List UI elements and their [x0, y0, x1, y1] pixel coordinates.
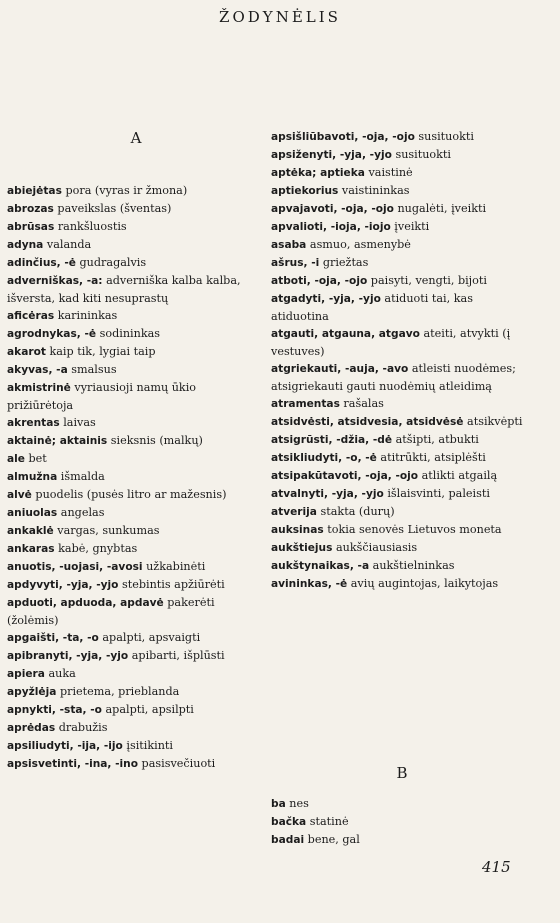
entry-definition: vyriausioji namų ūkio prižiūrėtoja	[7, 381, 197, 413]
dictionary-entry	[271, 360, 533, 395]
entry-headword: badai	[271, 834, 305, 846]
entry-definition: statinė	[306, 815, 349, 828]
dictionary-entry	[7, 218, 265, 236]
entry-definition: nes	[285, 797, 309, 810]
dictionary-entry	[7, 719, 265, 737]
dictionary-entry	[271, 813, 533, 831]
entry-definition: rašalas	[339, 397, 384, 410]
dictionary-entry	[7, 486, 265, 504]
entry-headword: abrozas	[7, 203, 54, 215]
dictionary-entry	[271, 485, 533, 503]
dictionary-entry	[7, 307, 265, 325]
entry-headword: anuotis, -uojasi, -avosi	[7, 561, 143, 573]
entry-definition: išmalda	[57, 470, 105, 483]
entry-headword: atsigrūsti, -džia, -dė	[271, 434, 393, 446]
entry-headword: asaba	[271, 239, 307, 251]
entry-definition: paisyti, vengti, bijoti	[367, 274, 487, 287]
entry-definition: prietema, prieblanda	[56, 685, 180, 698]
entry-definition: įveikti	[390, 220, 430, 233]
entry-headword: aukštynaikas, -a	[271, 560, 370, 572]
dictionary-entry	[271, 200, 533, 218]
entry-headword: apsiženyti, -yja, -yjo	[271, 149, 392, 161]
dictionary-entry	[271, 467, 533, 485]
dictionary-entry	[7, 558, 265, 576]
entry-headword: aniuolas	[7, 507, 58, 519]
dictionary-entry	[271, 521, 533, 539]
section-letter-a: A	[130, 129, 142, 147]
dictionary-entry	[7, 325, 265, 343]
entry-definition: griežtas	[319, 256, 369, 269]
entry-definition: apalpti, apsvaigti	[98, 631, 201, 644]
entry-definition: drabužis	[55, 721, 108, 734]
dictionary-entry	[271, 395, 533, 413]
entry-definition: angelas	[57, 506, 105, 519]
dictionary-entry	[271, 503, 533, 521]
dictionary-entry	[7, 432, 265, 450]
dictionary-entry	[271, 831, 533, 849]
entry-definition: tokia senovės Lietuvos moneta	[323, 523, 502, 536]
dictionary-entry	[271, 164, 533, 182]
entry-headword: ankaras	[7, 543, 55, 555]
entry-headword: atgauti, atgauna, atgavo	[271, 328, 420, 340]
entry-headword: atgadyti, -yja, -yjo	[271, 293, 381, 305]
entry-definition: stakta (durų)	[316, 505, 395, 518]
dictionary-entry	[271, 290, 533, 325]
entry-headword: avininkas, -ė	[271, 578, 348, 590]
entry-definition: atsikvėpti	[463, 415, 523, 428]
entry-headword: aficėras	[7, 310, 55, 322]
entry-headword: apduoti, apduoda, apdavė	[7, 597, 164, 609]
entry-headword: aptiekorius	[271, 185, 339, 197]
entry-headword: aprėdas	[7, 722, 56, 734]
entry-definition: ateiti, atvykti (į vestuves)	[271, 327, 511, 359]
entry-headword: akyvas, -a	[7, 364, 68, 376]
entry-definition: vaistinė	[364, 166, 413, 179]
dictionary-entry	[271, 557, 533, 575]
entry-headword: adverniškas, -a:	[7, 275, 103, 287]
dictionary-entry	[7, 200, 265, 218]
entry-definition: karininkas	[54, 309, 118, 322]
entry-definition: puodelis (pusės litro ar mažesnis)	[31, 488, 227, 501]
entry-definition: sodininkas	[96, 327, 161, 340]
dictionary-entry	[7, 343, 265, 361]
dictionary-entry	[271, 795, 533, 813]
dictionary-entry	[271, 575, 533, 593]
dictionary-entry	[7, 236, 265, 254]
dictionary-entry	[7, 450, 265, 468]
entry-headword: abiejėtas	[7, 185, 62, 197]
entry-definition: paveikslas (šventas)	[53, 202, 172, 215]
entry-definition: vargas, sunkumas	[53, 524, 160, 537]
entry-headword: aukštiejus	[271, 542, 333, 554]
dictionary-entry	[271, 182, 533, 200]
entry-headword: akrentas	[7, 417, 60, 429]
entry-definition: užkabinėti	[142, 560, 206, 573]
dictionary-entry	[271, 128, 533, 146]
dictionary-entry	[7, 540, 265, 558]
dictionary-entry	[271, 449, 533, 467]
entry-definition: bet	[24, 452, 47, 465]
dictionary-entry	[271, 325, 533, 360]
entry-definition: gudragalvis	[75, 256, 147, 269]
dictionary-entry	[7, 576, 265, 594]
page-header: ŽODYNĖLIS	[219, 8, 341, 26]
entry-definition: nugalėti, įveikti	[393, 202, 487, 215]
entry-headword: atsidvėsti, atsidvesia, atsidvėsė	[271, 416, 464, 428]
entry-definition: laivas	[59, 416, 96, 429]
entry-headword: atgriekauti, -auja, -avo	[271, 363, 409, 375]
entry-definition: kabė, gnybtas	[54, 542, 138, 555]
entry-definition: sieksnis (malkų)	[107, 434, 203, 447]
dictionary-entry	[271, 272, 533, 290]
entry-headword: apsiliudyti, -ija, -ijo	[7, 740, 123, 752]
entry-headword: atvalnyti, -yja, -yjo	[271, 488, 384, 500]
entry-definition: asmuo, asmenybė	[306, 238, 411, 251]
entry-definition: stebintis apžiūrėti	[118, 578, 225, 591]
entry-headword: abrūsas	[7, 221, 55, 233]
entry-headword: apgaišti, -ta, -o	[7, 632, 99, 644]
dictionary-entry	[7, 468, 265, 486]
entry-headword: akarot	[7, 346, 46, 358]
entry-definition: auka	[44, 667, 76, 680]
entry-definition: pakerėti (žolėmis)	[7, 596, 215, 628]
entry-headword: apvajavoti, -oja, -ojo	[271, 203, 394, 215]
entry-definition: vaistininkas	[338, 184, 410, 197]
entry-definition: valanda	[43, 238, 92, 251]
entry-definition: smalsus	[67, 363, 117, 376]
entry-definition: kaip tik, lygiai taip	[45, 345, 156, 358]
dictionary-entry	[271, 431, 533, 449]
entry-definition: avių augintojas, laikytojas	[347, 577, 499, 590]
entry-definition: pasisvečiuoti	[138, 757, 216, 770]
entry-headword: auksinas	[271, 524, 324, 536]
entry-headword: apdyvyti, -yja, -yjo	[7, 579, 119, 591]
entry-headword: ba	[271, 798, 286, 810]
entry-definition: išlaisvinti, paleisti	[383, 487, 490, 500]
entry-headword: atramentas	[271, 398, 340, 410]
dictionary-entry	[7, 683, 265, 701]
dictionary-entry	[271, 254, 533, 272]
entry-definition: adverniška kalba kalba, išversta, kad kiti nesuprastų	[7, 274, 241, 306]
entry-headword: atsipakūtavoti, -oja, -ojo	[271, 470, 419, 482]
entry-headword: almužna	[7, 471, 58, 483]
dictionary-entry	[7, 504, 265, 522]
dictionary-entry	[271, 218, 533, 236]
entry-definition: apalpti, apsilpti	[101, 703, 194, 716]
entry-definition: atlikti atgailą	[418, 469, 498, 482]
dictionary-entry	[271, 539, 533, 557]
dictionary-entry	[7, 379, 265, 414]
dictionary-entry	[7, 665, 265, 683]
entry-headword: aktainė; aktainis	[7, 435, 108, 447]
entry-headword: akmistrinė	[7, 382, 71, 394]
entry-definition: pora (vyras ir žmona)	[61, 184, 188, 197]
dictionary-entry	[7, 594, 265, 629]
entry-definition: atleisti nuodėmes; atsigriekauti gauti nuodėmių atleidimą	[271, 362, 516, 394]
entry-headword: apyžlėja	[7, 686, 57, 698]
entry-headword: apsisvetinti, -ina, -ino	[7, 758, 138, 770]
entry-headword: ašrus, -i	[271, 257, 320, 269]
dictionary-entry	[7, 737, 265, 755]
entry-headword: apibranyti, -yja, -yjo	[7, 650, 129, 662]
entry-definition: susituokti	[414, 130, 474, 143]
entry-headword: atsikliudyti, -o, -ė	[271, 452, 377, 464]
entry-definition: atitrūkti, atsiplėšti	[376, 451, 486, 464]
entry-definition: atiduoti tai, kas atiduotina	[271, 292, 473, 324]
entry-definition: aukštielninkas	[369, 559, 455, 572]
dictionary-entry	[7, 182, 265, 200]
dictionary-entry	[7, 254, 265, 272]
dictionary-entry	[7, 414, 265, 432]
dictionary-entry	[271, 236, 533, 254]
entry-headword: apnykti, -sta, -o	[7, 704, 102, 716]
entry-definition: apibarti, išplūsti	[128, 649, 225, 662]
dictionary-entry	[271, 413, 533, 431]
entry-definition: rankšluostis	[54, 220, 127, 233]
dictionary-entry	[7, 522, 265, 540]
entry-definition: aukščiausiasis	[332, 541, 418, 554]
entry-headword: ankaklė	[7, 525, 54, 537]
dictionary-entry	[7, 629, 265, 647]
entry-headword: apvalioti, -ioja, -iojo	[271, 221, 391, 233]
dictionary-entry	[7, 361, 265, 379]
entry-headword: alvė	[7, 489, 32, 501]
dictionary-entry	[7, 755, 265, 773]
entry-headword: bačka	[271, 816, 307, 828]
entry-headword: atboti, -oja, -ojo	[271, 275, 368, 287]
entry-headword: adinčius, -ė	[7, 257, 76, 269]
entry-headword: agrodnykas, -ė	[7, 328, 97, 340]
entry-headword: atverija	[271, 506, 317, 518]
entry-headword: apsišliūbavoti, -oja, -ojo	[271, 131, 415, 143]
page-number: 415	[482, 858, 511, 876]
entry-headword: aptėka; aptieka	[271, 167, 365, 179]
entry-definition: susituokti	[391, 148, 452, 161]
entry-headword: apiera	[7, 668, 45, 680]
entry-definition: atšipti, atbukti	[392, 433, 479, 446]
dictionary-entry	[7, 272, 265, 307]
dictionary-entry	[7, 647, 265, 665]
entry-headword: ale	[7, 453, 25, 465]
entry-headword: adyna	[7, 239, 44, 251]
entry-definition: įsitikinti	[122, 739, 173, 752]
dictionary-entry	[271, 146, 533, 164]
section-letter-b: B	[396, 764, 408, 782]
entry-definition: bene, gal	[304, 833, 360, 846]
dictionary-entry	[7, 701, 265, 719]
